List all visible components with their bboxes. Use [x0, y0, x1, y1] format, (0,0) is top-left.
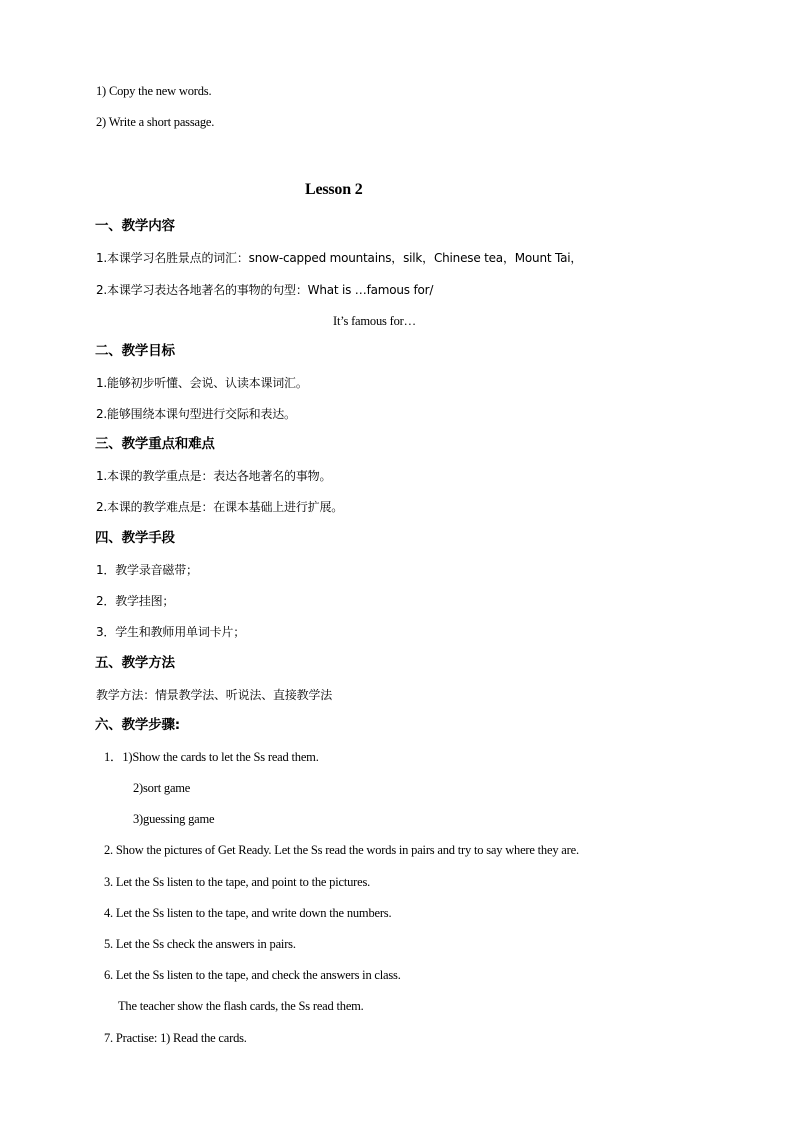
steps-item-1: 1．1)Show the cards to let the Ss read them.: [104, 750, 319, 764]
steps-item-1b: 2)sort game: [133, 781, 191, 795]
homework-item-1: 1) Copy the new words.: [96, 84, 212, 98]
means-item-2: 2．教学挂图；: [96, 594, 175, 608]
steps-item-4: 4. Let the Ss listen to the tape, and write down the numbers.: [104, 906, 392, 920]
steps-item-6b: The teacher show the flash cards, the Ss read them.: [118, 999, 364, 1013]
section-heading-key-points: 三、教学重点和难点: [95, 436, 215, 452]
steps-item-1c: 3)guessing game: [133, 812, 215, 826]
section-heading-goals: 二、教学目标: [95, 343, 175, 359]
methods-item-1: 教学方法：情景教学法、听说法、直接教学法: [96, 688, 333, 702]
homework-item-2: 2) Write a short passage.: [96, 115, 215, 129]
section-heading-steps: 六、教学步骤:: [95, 717, 180, 733]
steps-item-3: 3. Let the Ss listen to the tape, and point to the pictures.: [104, 875, 371, 889]
means-item-1: 1．教学录音磁带；: [96, 563, 198, 577]
steps-item-6: 6. Let the Ss listen to the tape, and check the answers in class.: [104, 968, 401, 982]
goals-item-1: 1.能够初步听懂、会说、认读本课词汇。: [96, 376, 308, 390]
section-heading-means: 四、教学手段: [95, 530, 175, 546]
key-points-item-1: 1.本课的教学重点是：表达各地著名的事物。: [96, 469, 332, 483]
steps-item-7: 7. Practise: 1) Read the cards.: [104, 1031, 247, 1045]
content-item-3: It’s famous for…: [333, 314, 416, 328]
goals-item-2: 2.能够围绕本课句型进行交际和表达。: [96, 407, 296, 421]
means-item-3: 3．学生和教师用单词卡片；: [96, 625, 246, 639]
steps-item-5: 5. Let the Ss check the answers in pairs.: [104, 937, 296, 951]
section-heading-methods: 五、教学方法: [95, 655, 175, 671]
content-item-2: 2.本课学习表达各地著名的事物的句型：What is …famous for/: [96, 283, 434, 297]
key-points-item-2: 2.本课的教学难点是：在课本基础上进行扩展。: [96, 500, 344, 514]
section-heading-content: 一、教学内容: [95, 218, 175, 234]
content-item-1: 1.本课学习名胜景点的词汇：snow-capped mountains，silk，Chinese tea，Mount Tai，: [96, 251, 583, 265]
lesson-title: Lesson 2: [305, 181, 363, 198]
steps-item-2: 2. Show the pictures of Get Ready. Let the Ss read the words in pairs and try to say where they are.: [104, 843, 579, 857]
